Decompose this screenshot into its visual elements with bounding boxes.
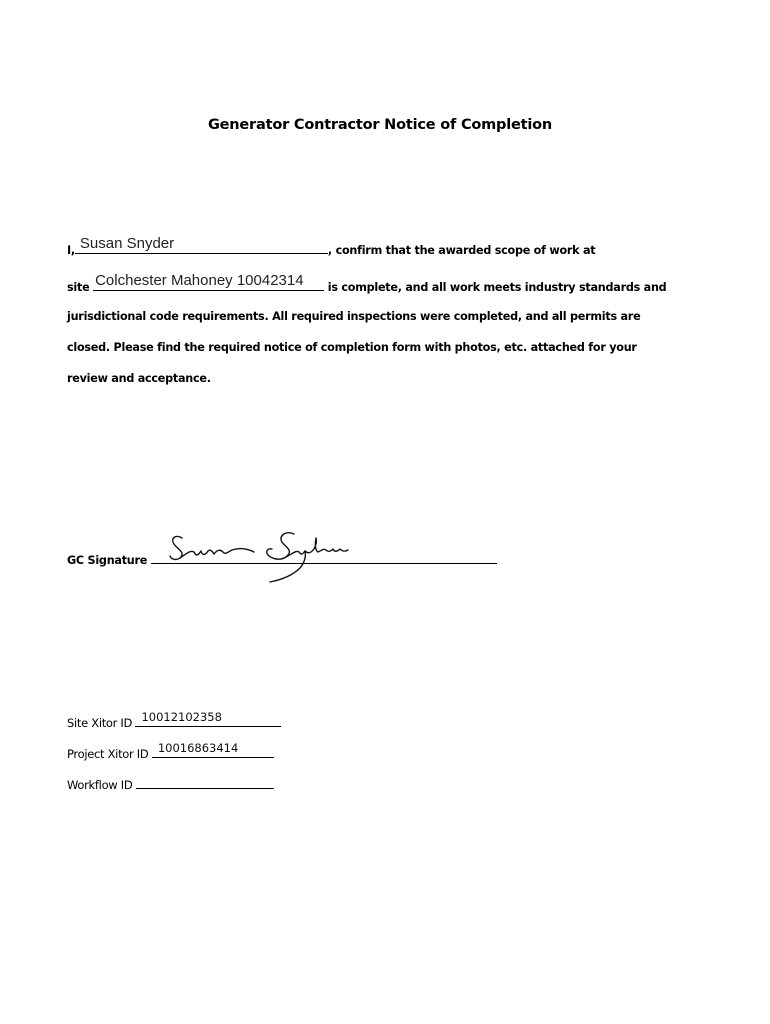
project-xitor-row [67, 741, 274, 761]
paragraph-line-2 [67, 272, 667, 294]
project-xitor-field[interactable] [152, 741, 274, 758]
paragraph-line-4: closed. Please find the required notice of completion form with photos, etc. attached for your [67, 341, 637, 354]
site-name-value: Colchester Mahoney 10042314 [95, 272, 304, 289]
handwritten-signature [168, 530, 353, 585]
line2-suffix: is complete, and all work meets industry standards and [327, 281, 667, 294]
site-xitor-row [67, 710, 281, 730]
site-xitor-label: Site Xitor ID [67, 716, 133, 730]
site-name-field[interactable] [93, 272, 324, 291]
project-xitor-label: Project Xitor ID [67, 747, 149, 761]
line2-prefix: site [67, 281, 90, 294]
line1-suffix: , confirm that the awarded scope of work at [327, 244, 596, 257]
paragraph-line-5: review and acceptance. [67, 372, 211, 385]
paragraph-line-3: jurisdictional code requirements. All required inspections were completed, and all permits are [67, 310, 641, 323]
page-title: Generator Contractor Notice of Completion [207, 117, 553, 133]
workflow-field[interactable] [136, 777, 274, 789]
signature-label: GC Signature [67, 554, 148, 567]
contractor-name-field[interactable] [75, 235, 328, 254]
site-xitor-value: 10012102358 [141, 710, 222, 724]
workflow-label: Workflow ID [67, 778, 133, 792]
site-xitor-field[interactable] [135, 710, 281, 727]
workflow-row [67, 777, 274, 792]
line1-prefix: I, [67, 244, 75, 257]
project-xitor-value: 10016863414 [157, 741, 239, 755]
paragraph-line-1 [67, 235, 596, 257]
contractor-name-value: Susan Snyder [79, 235, 175, 252]
